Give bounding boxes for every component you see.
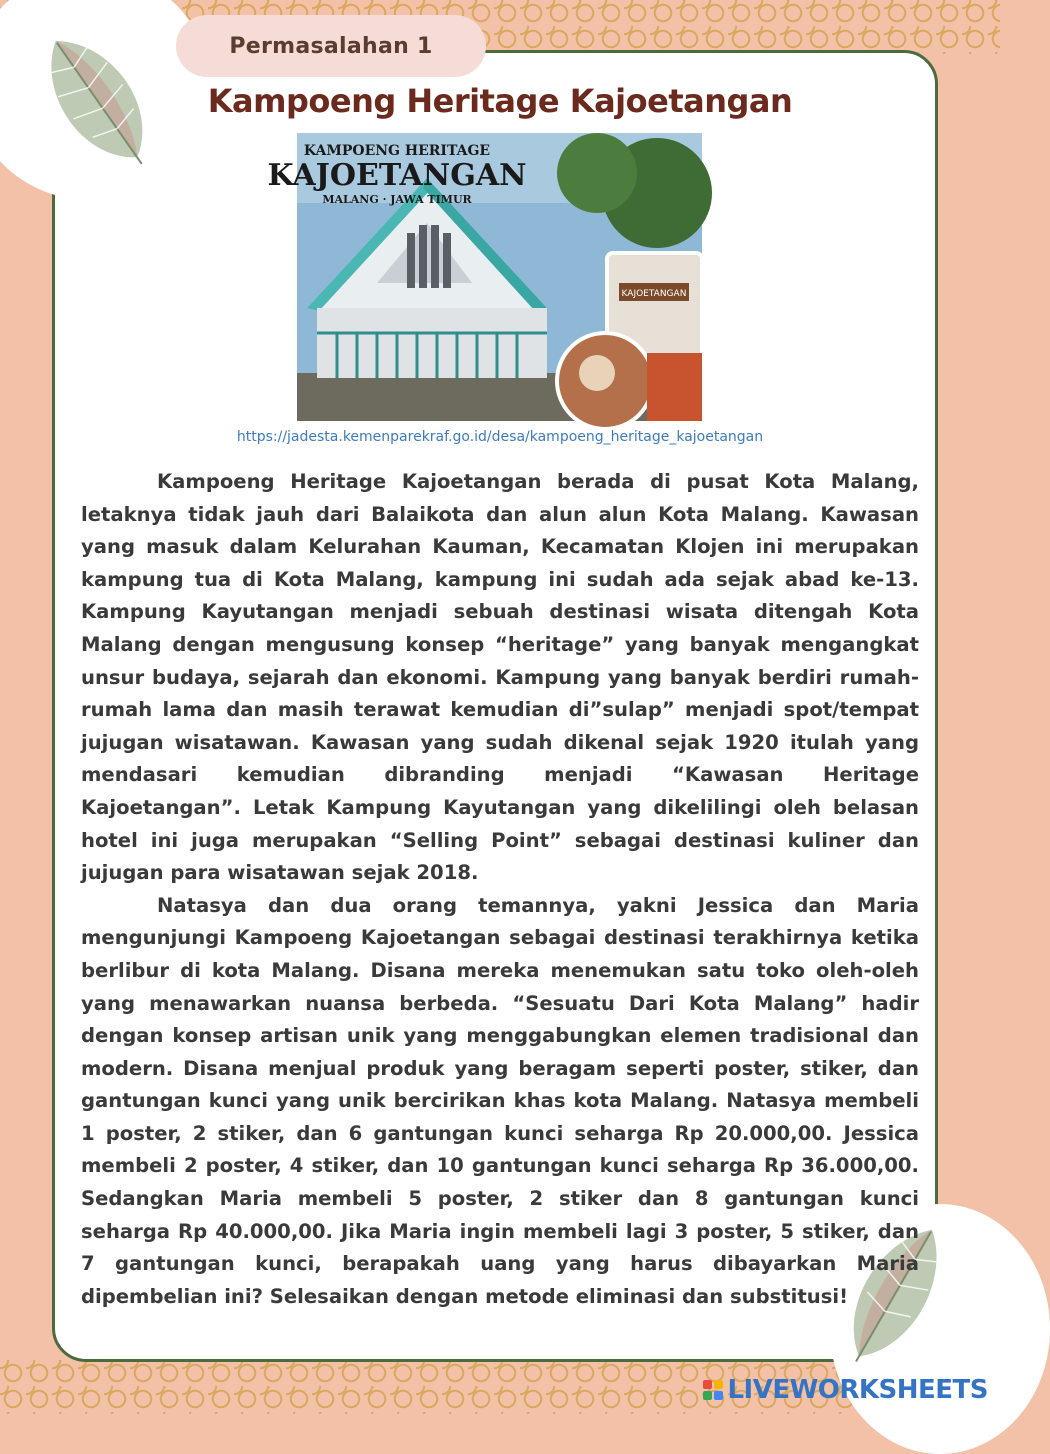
logo-text: LIVEWORKSHEETS [727, 1375, 988, 1405]
logo-squares-icon [703, 1380, 723, 1400]
logo-square [714, 1380, 723, 1389]
photo-sign-line2: KAJOETANGAN [267, 158, 527, 193]
logo-square [703, 1380, 712, 1389]
paragraph-problem: Natasya dan dua orang temannya, yakni Jessica dan Maria mengunjungi Kampoeng Kajoetangan sebagai destinasi terakhirnya ketika berlibur di kota Malang. Disana mereka menemukan satu toko oleh-oleh yang menawarkan nuansa berbeda. “Sesuatu Dari Kota Malang” hadir dengan konsep artisan unik yang menggabungkan elemen tradisional dan modern. Disana menjual produk yang beragam seperti poster, stiker, dan gantungan kunci yang unik bercirikan khas kota Malang. Natasya membeli 1 poster, 2 stiker, dan 6 gantungan kunci seharga Rp 20.000,00. Jessica membeli 2 poster, 4 stiker, dan 10 gantungan kunci seharga Rp 36.000,00. Sedangkan Maria membeli 5 poster, 2 stiker dan 8 gantungan kunci seharga Rp 40.000,00. Jika Maria ingin membeli lagi 3 poster, 5 stiker, dan 7 gantungan kunci, berapakah uang yang harus dibayarkan Maria dipembelian ini? Selesaikan dengan metode eliminasi dan substitusi! [81, 893, 919, 1308]
photo-sign-line1: KAMPOENG HERITAGE [303, 143, 491, 159]
problem-tag: Permasalahan 1 [176, 15, 486, 77]
photo-illustration [267, 133, 702, 421]
source-link[interactable]: https://jadesta.kemenparekraf.go.id/desa/kampoeng_heritage_kajoetangan [236, 429, 764, 445]
small-sign-text: KAJOETANGAN [621, 289, 687, 299]
logo-square [703, 1391, 712, 1400]
liveworksheets-logo[interactable] [703, 1374, 988, 1406]
photo-sign-line3: MALANG · JAWA TIMUR [322, 193, 472, 206]
paragraph-intro: Kampoeng Heritage Kajoetangan berada di pusat Kota Malang, letaknya tidak jauh dari Balaikota dan alun alun Kota Malang. Kawasan yang masuk dalam Kelurahan Kauman, Kecamatan Klojen ini merupakan kampung tua di Kota Malang, kampung ini sudah ada sejak abad ke-13. Kampung Kayutangan menjadi sebuah destinasi wisata ditengah Kota Malang dengan mengusung konsep “heritage” yang banyak mengangkat unsur budaya, sejarah dan ekonomi. Kampung yang banyak berdiri rumah-rumah lama dan masih terawat kemudian di”sulap” menjadi spot/tempat jujugan wisatawan. Kawasan yang sudah dikenal sejak 1920 itulah yang mendasari kemudian dibranding menjadi “Kawasan Heritage Kajoetangan”. Letak Kampung Kayutangan yang dikelilingi oleh belasan hotel ini juga merupakan “Selling Point” sebagai destinasi kuliner dan jujugan para wisatawan sejak 2018. [81, 470, 919, 885]
problem-text [81, 466, 919, 1313]
page-title: Kampoeng Heritage Kajoetangan [207, 82, 793, 120]
heritage-photo [267, 133, 702, 421]
logo-square [714, 1391, 723, 1400]
